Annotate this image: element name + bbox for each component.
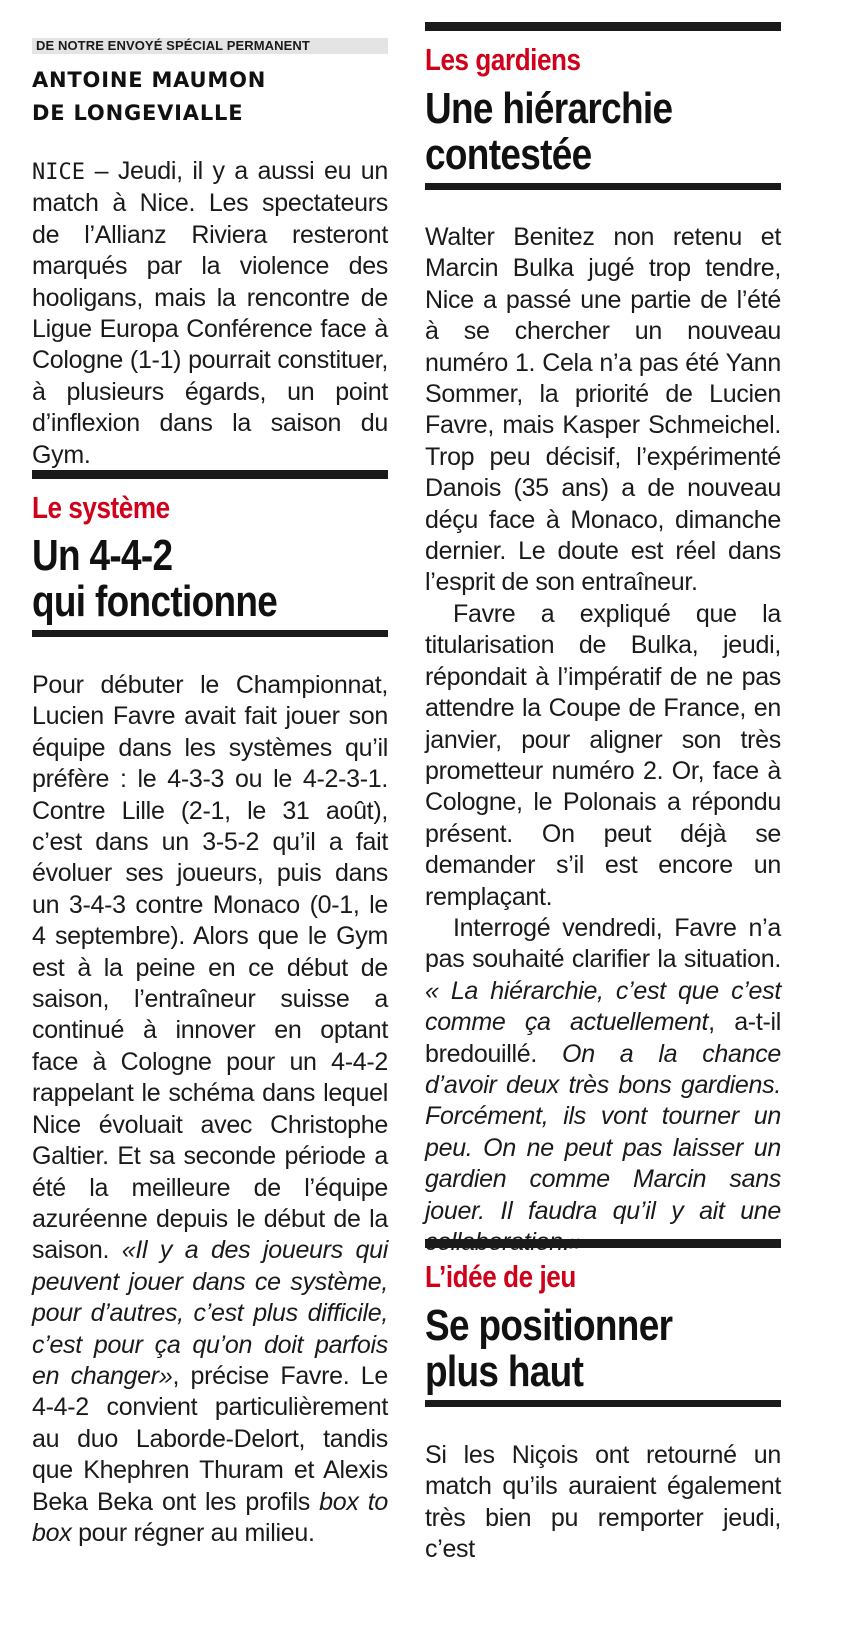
section-headline [32,533,385,625]
author-byline [32,64,388,130]
body-text: Interrogé vendredi, Favre n’a pas souhaité clarifier la situation. [425,913,781,974]
section-rule-bottom [425,183,781,190]
section-rubric: Le système [32,490,170,525]
body-paragraph: Walter Benitez non retenu et Marcin Bulka jugé trop tendre, Nice a passé une partie de l’été à se chercher un nouveau numéro 1. Cela n’a pas été Yann Sommer, la priorité de Lucien Favre, mais Kasper Schmeichel. Trop peu décisif, l’expérimenté Danois (35 ans) a de nouveau déçu face à Monaco, dimanche dernier. Le doute est réel dans l’esprit de son entraîneur. [425,223,781,597]
body-text: , a-t-il bredouillé. [425,1008,782,1068]
headline-line-2: contestée [425,130,592,179]
body-paragraph [32,670,388,1549]
headline-line-1: Un 4-4-2 [32,531,173,580]
author-line-1: ANTOINE MAUMON [32,68,267,92]
body-text: pour régner au milieu. [71,1518,315,1547]
section-rubric: Les gardiens [425,42,581,77]
section-rule-bottom [425,1400,781,1407]
section-rubric: L’idée de jeu [425,1259,576,1294]
body-text: Pour débuter le Championnat, Lucien Favre avait fait jouer son équipe dans les systèmes qu’il préfère : le 4-3-3 ou le 4-2-3-1. Contre Lille (2-1, le 31 août), c’est dans un 3-5-2 qu’il a fait évoluer ses joueurs, puis dans un 3-4-3 contre Monaco (0-1, le 4 septembre). Alors que le Gym est à la peine en ce début de saison, l’entraîneur suisse a continué à innover en optant face à Cologne pour un 4-4-2 rappelant le schéma dans lequel Nice évoluait avec Christophe Galtier. Et sa seconde période a été la meilleure de l’équipe azuréenne depuis le début de la saison. [32,671,388,1265]
author-line-2: DE LONGEVIALLE [32,101,244,125]
section-headline [425,1303,778,1395]
section-rule-bottom [32,630,388,637]
body-text: , précise Favre. Le 4-4-2 convient particulièrement au duo Laborde-Delort, tandis que Khephren Thuram et Alexis Beka Beka ont les profils [32,1361,388,1516]
kicker: DE NOTRE ENVOYÉ SPÉCIAL PERMANENT [32,38,388,54]
intro-text: – Jeudi, il y a aussi eu un match à Nice. Les spectateurs de l’Allianz Riviera resteront marqués par la violence des hooligans, mais la rencontre de Ligue Europa Conférence face à Cologne (1-1) pourrait constituer, à plusieurs égards, un point d’inflexion dans la saison du Gym. [32,157,388,469]
quote: «Il y a des joueurs qui peuvent jouer dans ce système, pour d’autres, c’est plus difficile, c’est pour ça qu’on doit parfois en changer» [32,1236,388,1390]
body-paragraph: Si les Niçois ont retourné un match qu’ils auraient également très bien pu remporter jeudi, c’est [425,1441,781,1564]
headline-line-2: qui fonctionne [32,577,278,626]
headline-line-2: plus haut [425,1347,584,1396]
section-body [425,222,781,1258]
section-rule-top [425,22,781,31]
section-body [425,1440,781,1566]
quote: « La hiérarchie, c’est que c’est comme ça actuellement [425,976,781,1037]
intro-paragraph [32,156,388,471]
section-rule-top [425,1239,781,1248]
section-body [32,670,388,1549]
quote: On a la chance d’avoir deux très bons gardiens. Forcément, ils vont tourner un peu. On ne peut pas laisser un gardien comme Marcin sans jouer. Il faudra qu’il y ait une [425,1039,782,1225]
headline-line-1: Une hiérarchie [425,84,673,133]
body-paragraph: Favre a expliqué que la titularisation de Bulka, jeudi, répondait à l’impératif de ne pas attendre la Coupe de France, en janvier, pour aligner son très prometteur numéro 2. Or, face à Cologne, le Polonais a répondu présent. On peut déjà se demander s’il est encore un remplaçant. [425,599,781,911]
emphasis: box to box [32,1487,388,1547]
dateline: NICE [32,160,85,185]
section-headline [425,86,778,178]
section-rule-top [32,470,388,479]
body-paragraph [425,913,781,1258]
headline-line-1: Se positionner [425,1301,673,1350]
